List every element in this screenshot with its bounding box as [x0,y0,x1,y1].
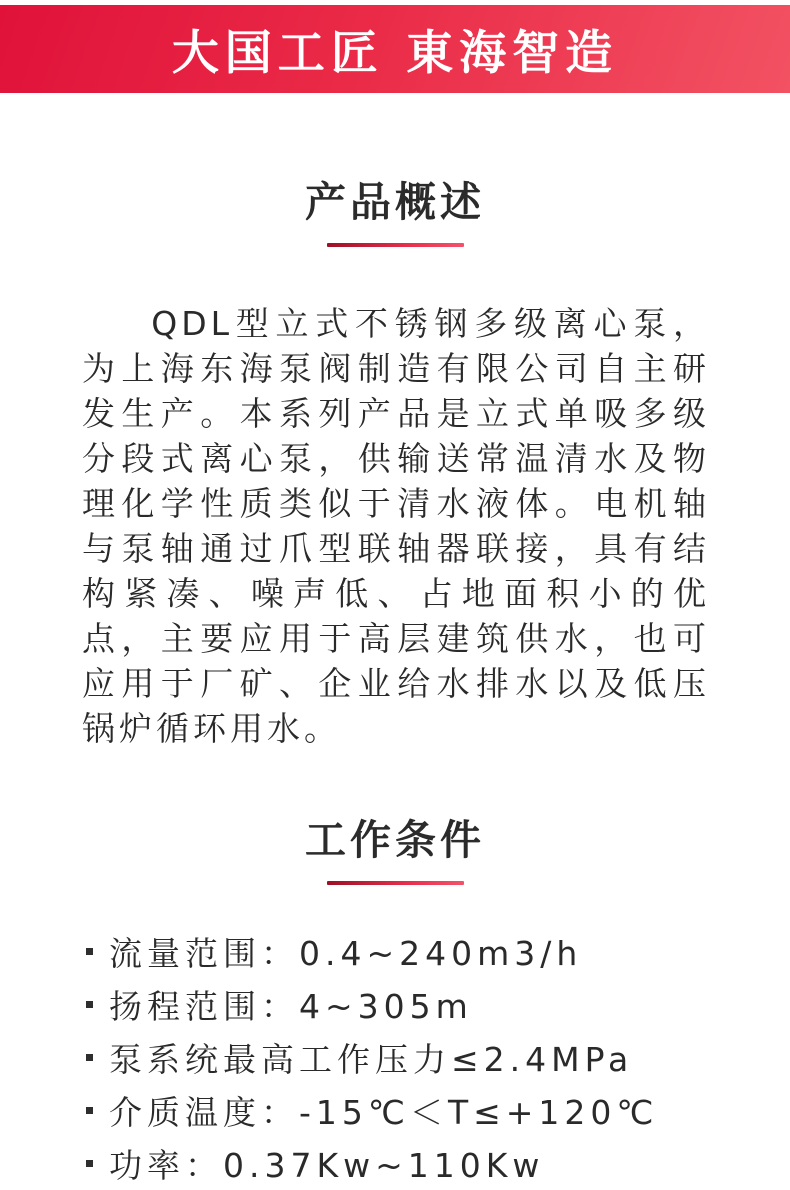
spec-item-label: 功率：0.37Kw~110Kw [109,1146,545,1185]
overview-paragraph: QDL型立式不锈钢多级离心泵，为上海东海泵阀制造有限公司自主研发生产。本系列产品是立式单吸多级分段式离心泵，供输送常温清水及物理化学性质类似于清水液体。电机轴与泵轴通过爪型联轴器联接，具有结构紧凑、噪声低、占地面积小的优点，主要应用于高层建筑供水，也可应用于厂矿、企业给水排水以及低压锅炉循环用水。 [82,304,710,748]
spec-item-medium-temperature [86,1084,760,1137]
bullet-icon [86,1107,93,1114]
brand-banner [0,5,790,93]
overview-section [0,169,790,751]
spec-item-label: 介质温度：-15℃＜T≤+120℃ [109,1093,659,1132]
spec-item-label: 泵系统最高工作压力≤2.4MPa [109,1040,634,1079]
spec-item-power-range [86,1137,760,1190]
spec-item-label: 扬程范围：4~305m [109,987,473,1026]
working-conditions-title-underline [327,881,464,885]
working-conditions-section [0,807,790,1190]
spec-item-max-pressure [86,1031,760,1084]
working-conditions-section-title: 工作条件 [305,816,485,864]
overview-section-title: 产品概述 [305,178,485,226]
spec-item-head-range [86,978,760,1031]
bullet-icon [86,1054,93,1061]
bullet-icon [86,948,93,955]
spec-list [0,925,790,1190]
overview-title-underline [327,243,464,247]
bullet-icon [86,1001,93,1008]
product-detail-page [0,5,790,1190]
bullet-icon [86,1160,93,1167]
spec-item-label: 流量范围：0.4~240m3/h [109,934,583,973]
banner-title: 大国工匠 東海智造 [171,25,619,81]
spec-item-flow-range [86,925,760,978]
